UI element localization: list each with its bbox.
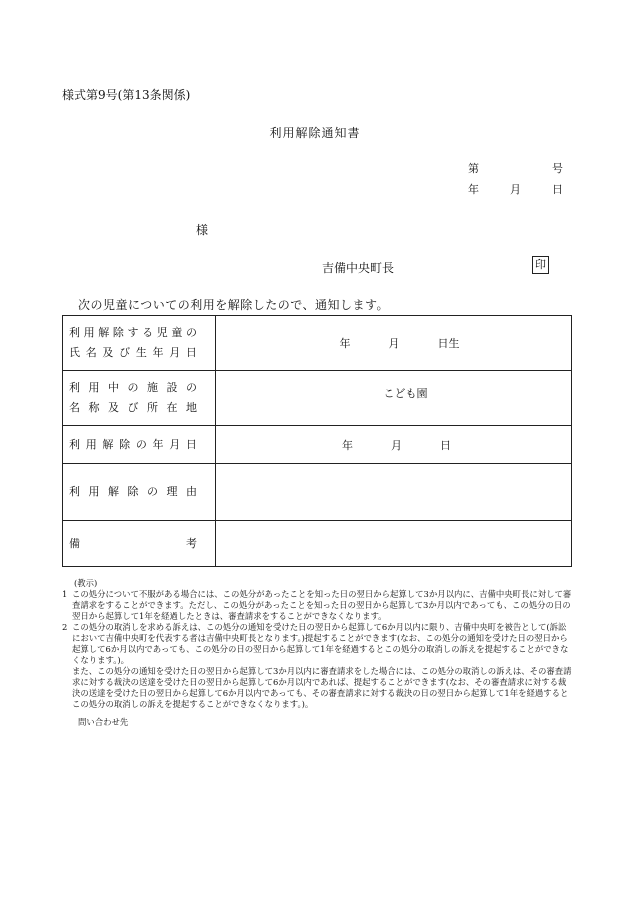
intro-sentence: 次の児童についての利用を解除したので、通知します。 bbox=[78, 298, 390, 312]
document-title: 利用解除通知書 bbox=[269, 126, 361, 140]
addressee-suffix: 様 bbox=[196, 223, 209, 237]
note-text: この処分の取消しを求める訴えは、この処分の通知を受けた日の翌日から起算して6か月以内に限り、吉備中央町を被告として(訴訟において吉備中央町を代表する者は吉備中央町長となります。)提起することができます(なお、この処分の通知を受けた日の翌日から起算して6か月以内であっても、この処分の日の翌日から起算して1年を経過するとこの処分の取消しの訴えを提起することができなくなります。)。 bbox=[72, 622, 569, 665]
instruction-notes bbox=[62, 578, 574, 728]
row-label-reason bbox=[63, 464, 216, 521]
row-label-remarks bbox=[63, 521, 216, 567]
row-label-facility bbox=[63, 371, 216, 426]
label-line: 名 称 及 び 所 在 地 bbox=[69, 401, 197, 414]
date-month: 月 bbox=[510, 183, 521, 196]
label-line: 利 用 解 除 の 年 月 日 bbox=[69, 437, 197, 451]
notes-heading: (教示) bbox=[74, 578, 98, 588]
remarks-field bbox=[216, 521, 572, 567]
form-number: 様式第9号(第13条関係) bbox=[62, 88, 191, 102]
note-number: 1 bbox=[62, 589, 68, 599]
table-row bbox=[63, 521, 572, 567]
label-line: 利 用 解 除 す る 児 童 の bbox=[69, 326, 197, 339]
note-number: 2 bbox=[62, 622, 68, 632]
row-label-child bbox=[63, 316, 216, 371]
date-year: 年 bbox=[468, 183, 479, 196]
date-day: 日 bbox=[552, 183, 563, 196]
label-line: 利 用 中 の 施 設 の bbox=[69, 381, 197, 394]
table-row bbox=[63, 371, 572, 426]
number-prefix: 第 bbox=[468, 162, 479, 175]
label-line: 備 考 bbox=[69, 536, 197, 550]
note-item bbox=[62, 589, 574, 622]
notification-table bbox=[62, 315, 572, 567]
seal-mark: 印 bbox=[532, 256, 549, 274]
note-text: この処分について不服がある場合には、この処分があったことを知った日の翌日から起算して3か月以内に、吉備中央町長に対して審査請求をすることができます。ただし、この処分があったことを知った日の翌日から起算して3か月以内であっても、この処分の日の翌日から起算して1年を経過したときは、審査請求をすることができなくなります。 bbox=[72, 589, 572, 621]
note-paragraph: また、この処分の通知を受けた日の翌日から起算して3か月以内に審査請求をした場合には、この処分の取消しの訴えは、その審査請求に対する裁決の送達を受けた日の翌日から起算して6か月以内であれば、提起することができます(なお、その審査請求に対する裁決の送達を受けた日の翌日から起算して6か月以内であっても、その審査請求に対する裁決の日の翌日から起算して1年を経過するとこの処分の取消しの訴えを提起することができなくなります。)。 bbox=[72, 666, 572, 709]
label-line: 氏 名 及 び 生 年 月 日 bbox=[69, 346, 197, 359]
reason-field bbox=[216, 464, 572, 521]
inquiry-label: 問い合わせ先 bbox=[78, 717, 129, 727]
issuer-name: 吉備中央町長 bbox=[322, 261, 395, 275]
issue-date-line bbox=[468, 181, 563, 197]
document-number-line bbox=[468, 160, 563, 176]
table-row bbox=[63, 316, 572, 371]
label-line: 利 用 解 除 の 理 由 bbox=[69, 485, 197, 498]
table-row bbox=[63, 464, 572, 521]
number-suffix: 号 bbox=[552, 162, 563, 175]
facility-field: こども園 bbox=[216, 371, 572, 426]
table-row bbox=[63, 426, 572, 464]
row-label-cancel-date bbox=[63, 426, 216, 464]
birthdate-field: 年 月 日生 bbox=[216, 316, 572, 371]
note-item bbox=[62, 622, 574, 666]
cancel-date-field: 年 月 日 bbox=[216, 426, 572, 464]
